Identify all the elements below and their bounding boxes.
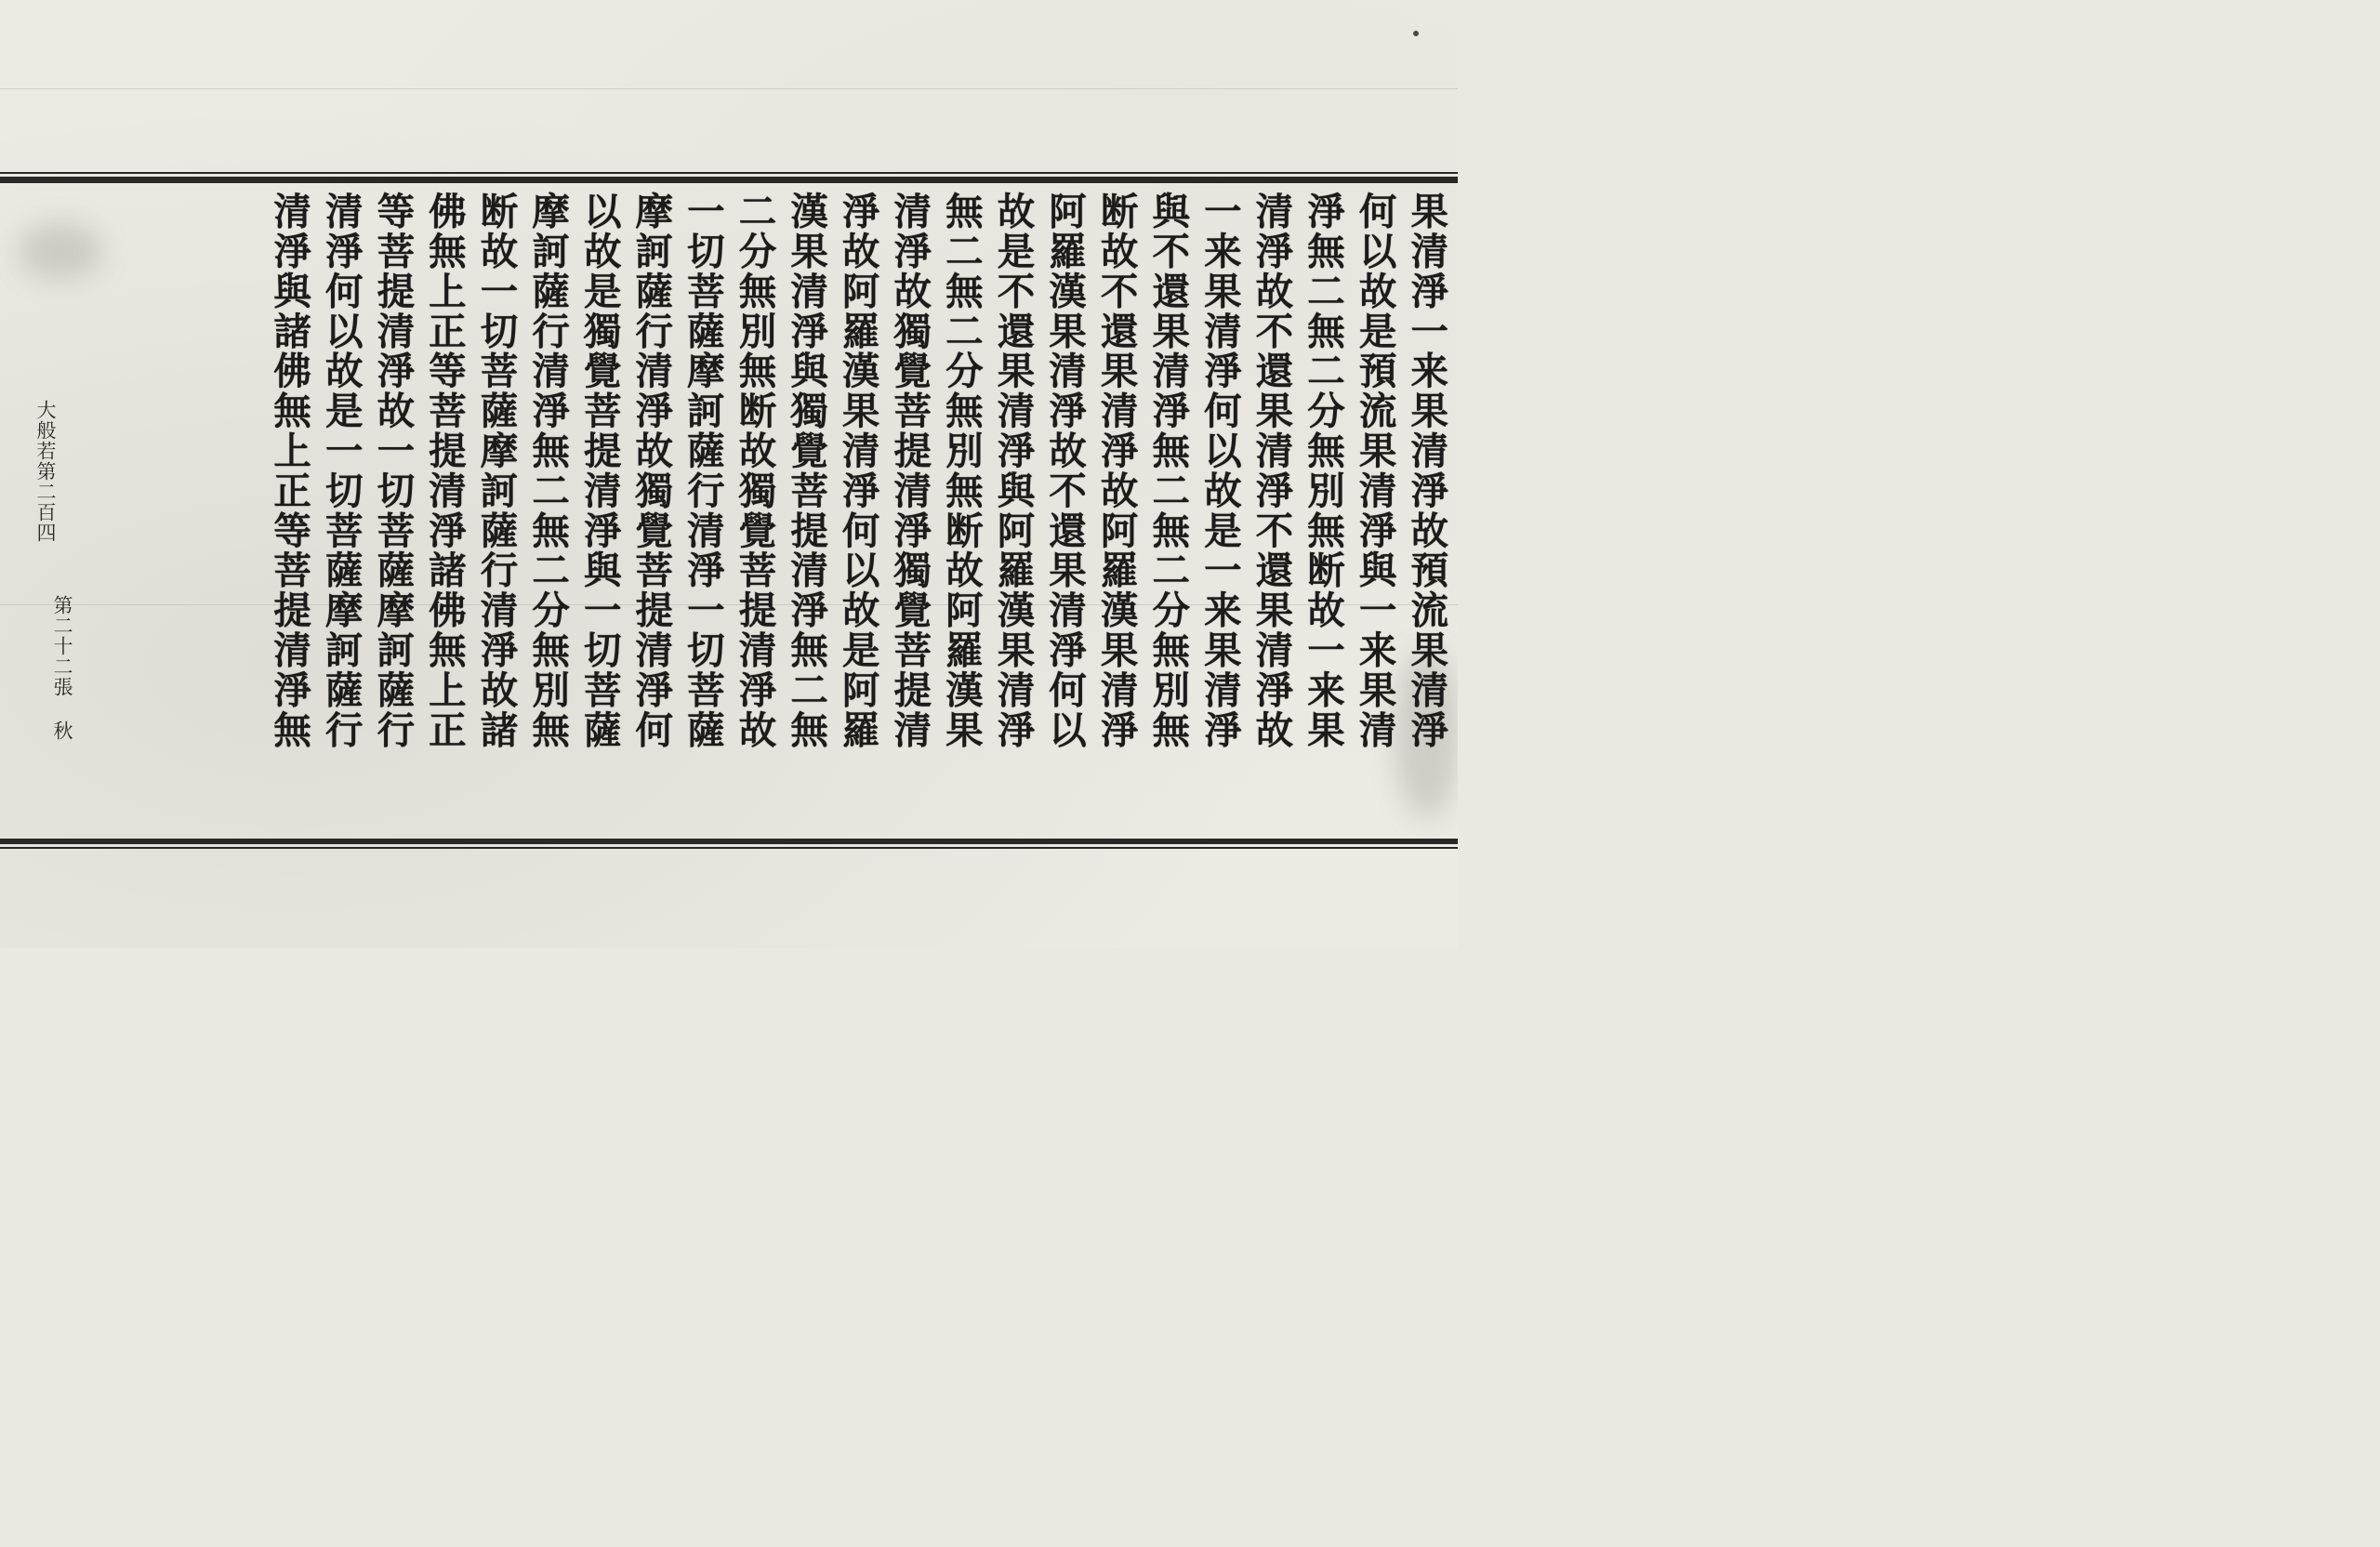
text-column: 清淨故獨覺菩提清淨獨覺菩提清 [887, 192, 932, 750]
text-column: 與不還果清淨無二無二分無別無 [1145, 192, 1191, 750]
text-column: 清淨何以故是一切菩薩摩訶薩行 [318, 192, 364, 750]
sutra-text-block [60, 192, 1452, 833]
text-column: 無二無二分無別無断故阿羅漢果 [938, 192, 984, 750]
volume-title: 大般若第二百四 [34, 400, 57, 543]
text-column: 果清淨一来果清淨故預流果清淨 [1404, 192, 1449, 750]
sutra-page [0, 0, 1458, 948]
top-border-thick [0, 177, 1458, 183]
text-column: 淨故阿羅漢果清淨何以故是阿羅 [835, 192, 880, 750]
bottom-border-thin [0, 847, 1458, 849]
text-column: 摩訶薩行清淨無二無二分無別無 [525, 192, 571, 750]
text-column: 断故一切菩薩摩訶薩行清淨故諸 [473, 192, 519, 750]
text-column: 等菩提清淨故一切菩薩摩訶薩行 [370, 192, 416, 750]
series-mark: 秋 [51, 721, 73, 740]
bottom-border-thick [0, 839, 1458, 844]
ink-dot [1413, 31, 1419, 36]
text-column: 一来果清淨何以故是一来果清淨 [1197, 192, 1242, 750]
paper-fold-line [0, 88, 1458, 89]
margin-notes [11, 177, 76, 846]
text-column: 一切菩薩摩訶薩行清淨一切菩薩 [680, 192, 725, 750]
text-column: 漢果清淨與獨覺菩提清淨無二無 [784, 192, 829, 750]
text-column: 清淨故不還果清淨不還果清淨故 [1249, 192, 1294, 750]
text-column: 断故不還果清淨故阿羅漢果清淨 [1093, 192, 1139, 750]
text-column: 淨無二無二分無別無断故一来果 [1301, 192, 1346, 750]
page-number: 第二十二張 [51, 595, 73, 697]
text-column: 故是不還果清淨與阿羅漢果清淨 [990, 192, 1036, 750]
text-column: 以故是獨覺菩提清淨與一切菩薩 [576, 192, 622, 750]
text-column: 摩訶薩行清淨故獨覺菩提清淨何 [628, 192, 674, 750]
text-column: 清淨與諸佛無上正等菩提清淨無 [267, 192, 312, 750]
top-border-thin [0, 172, 1458, 174]
text-column: 阿羅漢果清淨故不還果清淨何以 [1042, 192, 1088, 750]
text-column: 何以故是預流果清淨與一来果清 [1352, 192, 1397, 750]
text-column: 二分無別無断故獨覺菩提清淨故 [732, 192, 777, 750]
text-column: 佛無上正等菩提清淨諸佛無上正 [421, 192, 467, 750]
